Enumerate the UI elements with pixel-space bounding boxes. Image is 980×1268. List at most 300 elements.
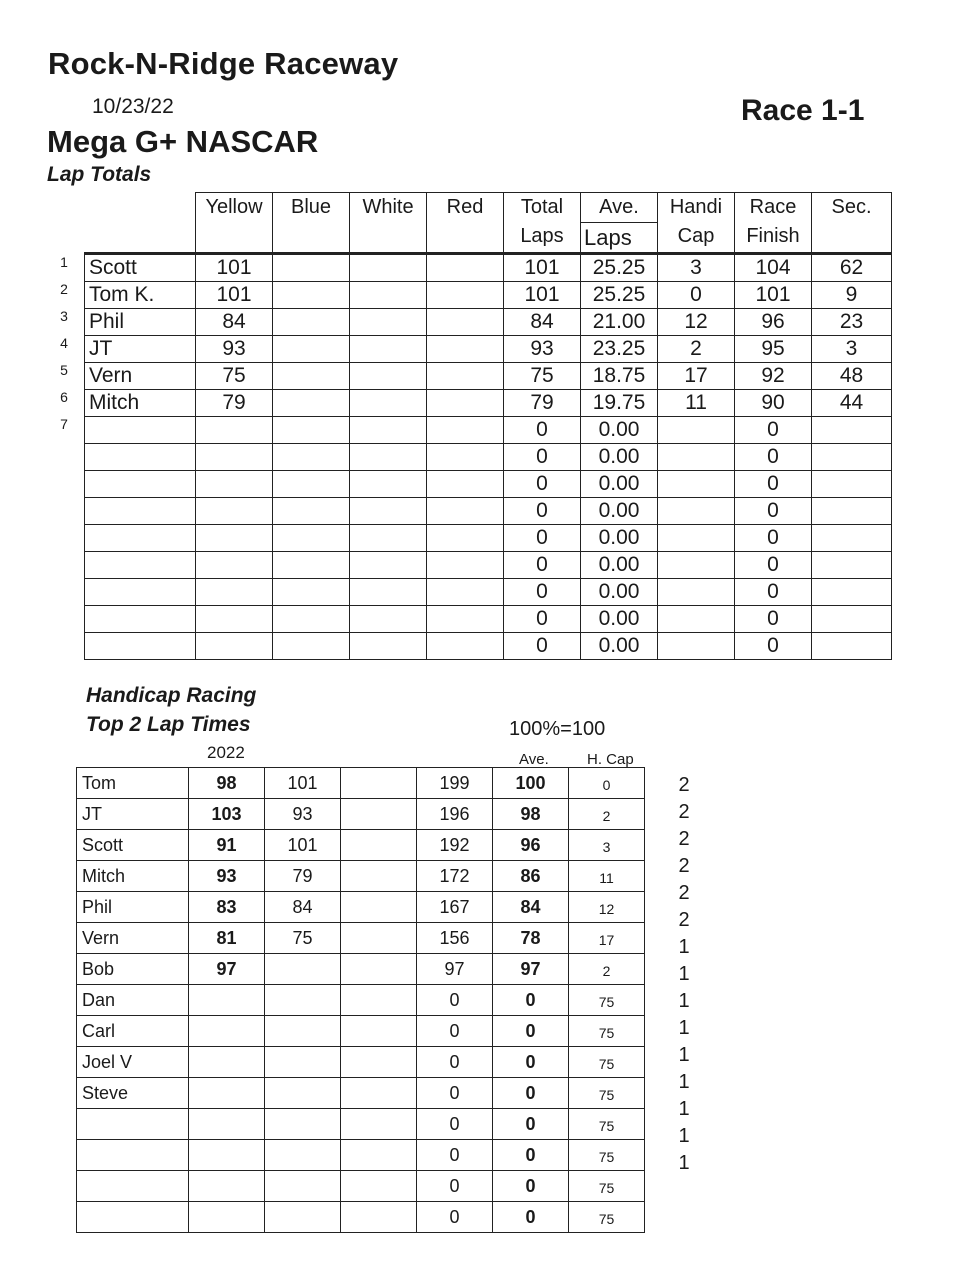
cell-handicap: 3: [658, 254, 735, 282]
cell-handicap: [658, 525, 735, 552]
event-name: Mega G+ NASCAR: [47, 124, 319, 159]
entry-count: 1: [678, 1044, 690, 1066]
cell-ave: 0: [493, 1140, 569, 1171]
cell-handicap: 2: [658, 336, 735, 363]
cell-t3: [341, 1171, 417, 1202]
cell-white: [350, 633, 427, 660]
cell-yellow: [196, 552, 273, 579]
cell-sec: 3: [812, 336, 892, 363]
cell-ave: 0.00: [581, 552, 658, 579]
cell-t2: [265, 1109, 341, 1140]
table-row: [77, 954, 645, 985]
cell-red: [427, 417, 504, 444]
cell-ave: 0: [493, 1109, 569, 1140]
cell-handicap: 0: [658, 282, 735, 309]
cell-name: Tom K.: [85, 282, 196, 309]
cell-yellow: 101: [196, 282, 273, 309]
cell-total: 0: [504, 525, 581, 552]
row-number: 3: [60, 308, 68, 324]
cell-yellow: [196, 498, 273, 525]
table-row: [77, 923, 645, 954]
cell-white: [350, 309, 427, 336]
cell-sec: [812, 633, 892, 660]
entry-count: 2: [678, 909, 690, 931]
cell-sum: 192: [417, 830, 493, 861]
cell-ave: 0.00: [581, 444, 658, 471]
col-header-line2: Laps: [520, 225, 564, 247]
cell-ave: 0: [493, 985, 569, 1016]
table-row: [77, 768, 645, 799]
entry-count: 1: [678, 1125, 690, 1147]
cell-ave: 96: [493, 830, 569, 861]
cell-blue: [273, 254, 350, 282]
entry-count: 1: [678, 990, 690, 1012]
cell-t3: [341, 985, 417, 1016]
cell-red: [427, 336, 504, 363]
table-row: [77, 985, 645, 1016]
cell-name: Scott: [77, 830, 189, 861]
cell-t2: 84: [265, 892, 341, 923]
cell-ave: 0.00: [581, 606, 658, 633]
cell-sec: 44: [812, 390, 892, 417]
cell-name: JT: [77, 799, 189, 830]
cell-t2: 101: [265, 768, 341, 799]
cell-red: [427, 390, 504, 417]
row-number: 5: [60, 362, 68, 378]
cell-t3: [341, 892, 417, 923]
header-spacer: [85, 193, 196, 254]
cell-blue: [273, 309, 350, 336]
cell-name: [85, 471, 196, 498]
cell-white: [350, 254, 427, 282]
cell-yellow: 75: [196, 363, 273, 390]
cell-ave: 19.75: [581, 390, 658, 417]
cell-name: Vern: [85, 363, 196, 390]
cell-name: Phil: [85, 309, 196, 336]
table-row: [85, 552, 892, 579]
cell-name: Mitch: [77, 861, 189, 892]
cell-handicap: [658, 579, 735, 606]
col-header-line1: Ave.: [599, 196, 639, 218]
cell-t3: [341, 923, 417, 954]
cell-t3: [341, 1078, 417, 1109]
col-header-race-finish: [735, 193, 812, 254]
table-row: [85, 633, 892, 660]
cell-total: 84: [504, 309, 581, 336]
cell-t1: 97: [189, 954, 265, 985]
table-row: [85, 363, 892, 390]
cell-ave: 97: [493, 954, 569, 985]
cell-name: [77, 1171, 189, 1202]
cell-ave: 25.25: [581, 282, 658, 309]
cell-blue: [273, 336, 350, 363]
cell-red: [427, 282, 504, 309]
col-header-line1: Blue: [290, 196, 332, 218]
cell-yellow: [196, 417, 273, 444]
cell-sec: [812, 552, 892, 579]
cell-finish: 0: [735, 471, 812, 498]
cell-sum: 199: [417, 768, 493, 799]
cell-yellow: [196, 606, 273, 633]
table-row: [77, 1078, 645, 1109]
cell-t1: 103: [189, 799, 265, 830]
cell-name: Steve: [77, 1078, 189, 1109]
section-title-lap-totals: Lap Totals: [47, 163, 152, 186]
cell-name: Joel V: [77, 1047, 189, 1078]
cell-hcap: 11: [569, 861, 645, 892]
cell-t1: [189, 1140, 265, 1171]
cell-ave: 18.75: [581, 363, 658, 390]
cell-finish: 0: [735, 525, 812, 552]
cell-t3: [341, 1202, 417, 1233]
cell-finish: 0: [735, 633, 812, 660]
cell-red: [427, 552, 504, 579]
entry-count: 1: [678, 1071, 690, 1093]
cell-finish: 0: [735, 498, 812, 525]
cell-sec: [812, 471, 892, 498]
col-header-blue: [273, 193, 350, 254]
cell-sec: [812, 579, 892, 606]
col-header-line1: Total: [520, 196, 564, 218]
cell-ave: 25.25: [581, 254, 658, 282]
lap-table-body: [85, 254, 892, 660]
table-row: [77, 799, 645, 830]
cell-t3: [341, 954, 417, 985]
cell-handicap: 11: [658, 390, 735, 417]
cell-ave: 0.00: [581, 417, 658, 444]
col-header-line1: Race: [749, 196, 797, 218]
cell-sum: 0: [417, 1078, 493, 1109]
cell-yellow: 101: [196, 254, 273, 282]
cell-sec: [812, 525, 892, 552]
col-header-total-laps: [504, 193, 581, 254]
col-header-line1: White: [362, 196, 414, 218]
cell-ave: 0: [493, 1202, 569, 1233]
cell-white: [350, 606, 427, 633]
cell-total: 75: [504, 363, 581, 390]
cell-hcap: 75: [569, 1016, 645, 1047]
cell-total: 0: [504, 498, 581, 525]
cell-name: Vern: [77, 923, 189, 954]
cell-t1: [189, 1171, 265, 1202]
cell-blue: [273, 552, 350, 579]
cell-t1: [189, 1109, 265, 1140]
col-header-line1: Yellow: [205, 196, 263, 218]
col-header-hcap: H. Cap: [587, 751, 634, 768]
cell-finish: 0: [735, 444, 812, 471]
cell-white: [350, 336, 427, 363]
race-number: Race 1-1: [741, 94, 865, 127]
table-row: [77, 892, 645, 923]
cell-finish: 0: [735, 417, 812, 444]
cell-red: [427, 309, 504, 336]
cell-total: 101: [504, 282, 581, 309]
cell-red: [427, 633, 504, 660]
cell-sum: 0: [417, 1109, 493, 1140]
cell-t2: [265, 1047, 341, 1078]
cell-t2: 93: [265, 799, 341, 830]
cell-t3: [341, 1140, 417, 1171]
table-row: [85, 471, 892, 498]
entry-count: 2: [678, 801, 690, 823]
cell-yellow: [196, 633, 273, 660]
entry-count: 1: [678, 1017, 690, 1039]
cell-t2: [265, 954, 341, 985]
cell-white: [350, 444, 427, 471]
cell-total: 0: [504, 444, 581, 471]
cell-name: [85, 498, 196, 525]
table-row: [77, 1109, 645, 1140]
cell-t1: [189, 1078, 265, 1109]
row-number: 2: [60, 281, 68, 297]
cell-blue: [273, 417, 350, 444]
cell-sum: 156: [417, 923, 493, 954]
cell-name: [85, 417, 196, 444]
lap-totals-table: [84, 192, 892, 660]
cell-yellow: [196, 579, 273, 606]
cell-name: [85, 606, 196, 633]
cell-sec: 23: [812, 309, 892, 336]
cell-blue: [273, 633, 350, 660]
cell-finish: 0: [735, 552, 812, 579]
cell-name: [85, 579, 196, 606]
cell-sum: 0: [417, 1047, 493, 1078]
cell-t1: [189, 985, 265, 1016]
cell-t1: [189, 1047, 265, 1078]
cell-red: [427, 254, 504, 282]
table-row: [85, 498, 892, 525]
cell-t2: 79: [265, 861, 341, 892]
entry-count: 1: [678, 963, 690, 985]
cell-name: Carl: [77, 1016, 189, 1047]
cell-sum: 0: [417, 1140, 493, 1171]
cell-ave: 0.00: [581, 498, 658, 525]
table-row: [85, 390, 892, 417]
cell-t3: [341, 768, 417, 799]
cell-sum: 0: [417, 1202, 493, 1233]
cell-sum: 97: [417, 954, 493, 985]
cell-ave: 0.00: [581, 579, 658, 606]
cell-yellow: [196, 444, 273, 471]
col-header-line2: Laps: [581, 222, 657, 252]
table-row: [85, 579, 892, 606]
cell-name: Mitch: [85, 390, 196, 417]
table-row: [85, 282, 892, 309]
cell-hcap: 75: [569, 985, 645, 1016]
handicap-year: 2022: [207, 743, 245, 762]
cell-t2: [265, 1078, 341, 1109]
entry-count: 2: [678, 855, 690, 877]
section-title-handicap: Handicap Racing: [86, 684, 257, 707]
cell-name: Dan: [77, 985, 189, 1016]
cell-name: Bob: [77, 954, 189, 985]
cell-finish: 101: [735, 282, 812, 309]
cell-hcap: 75: [569, 1202, 645, 1233]
cell-ave: 84: [493, 892, 569, 923]
cell-t1: 91: [189, 830, 265, 861]
cell-ave: 98: [493, 799, 569, 830]
cell-t3: [341, 830, 417, 861]
cell-hcap: 12: [569, 892, 645, 923]
cell-total: 0: [504, 606, 581, 633]
table-row: [85, 309, 892, 336]
row-number: 1: [60, 254, 68, 270]
row-number: 6: [60, 389, 68, 405]
cell-sec: [812, 417, 892, 444]
cell-blue: [273, 444, 350, 471]
cell-red: [427, 444, 504, 471]
table-row: [85, 606, 892, 633]
cell-ave: 78: [493, 923, 569, 954]
cell-handicap: 12: [658, 309, 735, 336]
cell-ave: 0: [493, 1171, 569, 1202]
table-row: [77, 1202, 645, 1233]
cell-hcap: 75: [569, 1078, 645, 1109]
entry-count: 2: [678, 774, 690, 796]
cell-finish: 0: [735, 606, 812, 633]
col-header-average: Ave.: [519, 751, 549, 768]
cell-name: [77, 1140, 189, 1171]
col-header-sec: [812, 193, 892, 254]
cell-hcap: 2: [569, 954, 645, 985]
row-number: 7: [60, 416, 68, 432]
cell-handicap: [658, 552, 735, 579]
cell-white: [350, 552, 427, 579]
cell-t3: [341, 861, 417, 892]
cell-hcap: 17: [569, 923, 645, 954]
cell-t1: [189, 1016, 265, 1047]
cell-red: [427, 579, 504, 606]
cell-ave: 86: [493, 861, 569, 892]
cell-ave: 0: [493, 1016, 569, 1047]
cell-t2: [265, 1171, 341, 1202]
cell-blue: [273, 579, 350, 606]
cell-t1: 83: [189, 892, 265, 923]
table-row: [85, 254, 892, 282]
cell-sum: 167: [417, 892, 493, 923]
handicap-table-body: [77, 768, 645, 1233]
cell-sum: 0: [417, 1016, 493, 1047]
cell-white: [350, 282, 427, 309]
table-row: [77, 1016, 645, 1047]
table-row: [77, 1047, 645, 1078]
cell-white: [350, 390, 427, 417]
cell-total: 0: [504, 579, 581, 606]
cell-total: 0: [504, 417, 581, 444]
cell-red: [427, 498, 504, 525]
cell-t1: [189, 1202, 265, 1233]
cell-t2: [265, 1140, 341, 1171]
cell-t1: 93: [189, 861, 265, 892]
cell-white: [350, 363, 427, 390]
cell-ave: 100: [493, 768, 569, 799]
cell-t3: [341, 799, 417, 830]
entry-count: 2: [678, 828, 690, 850]
cell-finish: 92: [735, 363, 812, 390]
cell-name: [85, 552, 196, 579]
cell-t2: 101: [265, 830, 341, 861]
cell-finish: 0: [735, 579, 812, 606]
cell-ave: 0: [493, 1047, 569, 1078]
cell-white: [350, 498, 427, 525]
cell-yellow: 79: [196, 390, 273, 417]
cell-hcap: 75: [569, 1047, 645, 1078]
lap-table-header-row: [85, 193, 892, 254]
col-header-handicap: [658, 193, 735, 254]
col-header-line1: Handi: [669, 196, 723, 218]
cell-ave: 23.25: [581, 336, 658, 363]
cell-t2: [265, 1016, 341, 1047]
cell-finish: 104: [735, 254, 812, 282]
cell-name: [77, 1109, 189, 1140]
handicap-formula: 100%=100: [509, 718, 606, 740]
cell-t3: [341, 1016, 417, 1047]
cell-t3: [341, 1047, 417, 1078]
cell-blue: [273, 471, 350, 498]
cell-red: [427, 525, 504, 552]
cell-total: 0: [504, 471, 581, 498]
cell-blue: [273, 498, 350, 525]
table-row: [77, 1140, 645, 1171]
cell-name: Scott: [85, 254, 196, 282]
cell-blue: [273, 282, 350, 309]
cell-handicap: [658, 444, 735, 471]
cell-sec: [812, 606, 892, 633]
section-subtitle-top-laps: Top 2 Lap Times: [86, 713, 251, 736]
cell-name: [85, 444, 196, 471]
row-number: 4: [60, 335, 68, 351]
table-row: [85, 417, 892, 444]
cell-sum: 0: [417, 985, 493, 1016]
table-row: [77, 861, 645, 892]
cell-name: JT: [85, 336, 196, 363]
cell-hcap: 75: [569, 1109, 645, 1140]
race-date: 10/23/22: [92, 95, 174, 118]
cell-t2: 75: [265, 923, 341, 954]
cell-sec: 62: [812, 254, 892, 282]
col-header-line1: Sec.: [831, 196, 872, 218]
handicap-table: [76, 767, 645, 1233]
cell-white: [350, 417, 427, 444]
cell-total: 93: [504, 336, 581, 363]
cell-blue: [273, 525, 350, 552]
cell-name: [85, 525, 196, 552]
cell-sec: 9: [812, 282, 892, 309]
page-title: Rock-N-Ridge Raceway: [48, 46, 399, 81]
cell-sum: 196: [417, 799, 493, 830]
table-row: [77, 830, 645, 861]
cell-handicap: [658, 498, 735, 525]
cell-white: [350, 471, 427, 498]
cell-blue: [273, 363, 350, 390]
cell-red: [427, 471, 504, 498]
cell-t1: 81: [189, 923, 265, 954]
table-row: [85, 525, 892, 552]
cell-red: [427, 606, 504, 633]
cell-yellow: 93: [196, 336, 273, 363]
cell-finish: 96: [735, 309, 812, 336]
cell-hcap: 2: [569, 799, 645, 830]
cell-white: [350, 579, 427, 606]
cell-sec: [812, 498, 892, 525]
cell-sum: 0: [417, 1171, 493, 1202]
cell-sec: [812, 444, 892, 471]
cell-t1: 98: [189, 768, 265, 799]
cell-sec: 48: [812, 363, 892, 390]
cell-ave: 0.00: [581, 471, 658, 498]
col-header-yellow: [196, 193, 273, 254]
cell-t2: [265, 1202, 341, 1233]
